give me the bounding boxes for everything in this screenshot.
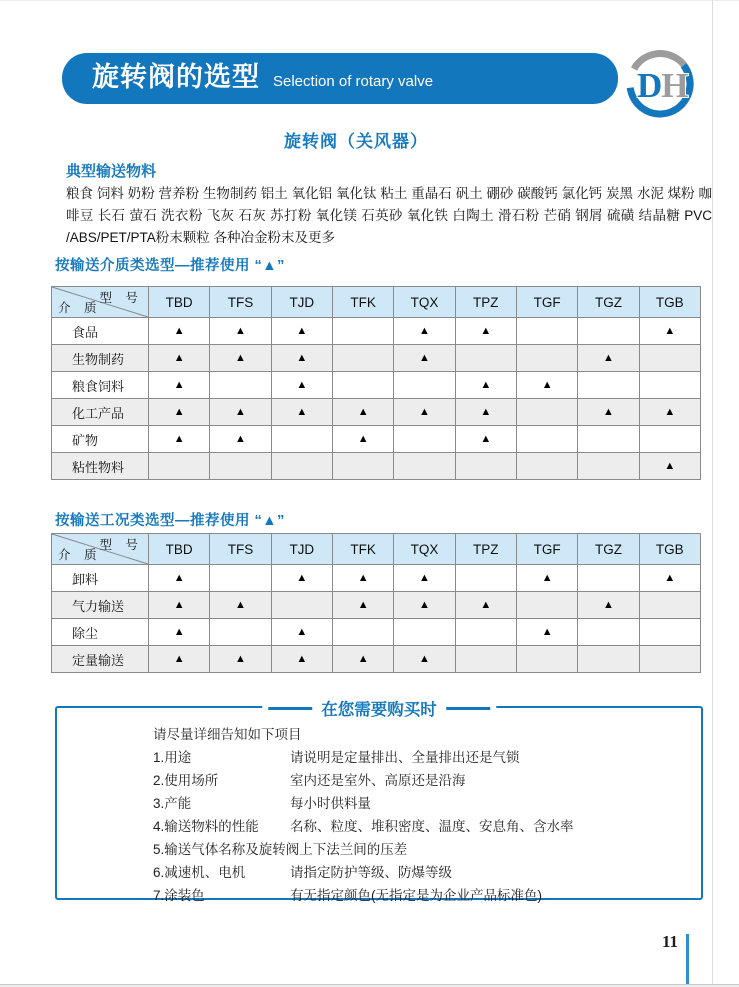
empty-cell [271, 592, 332, 619]
empty-cell [455, 565, 516, 592]
empty-cell [578, 619, 639, 646]
purchase-item-value: 请说明是定量排出、全量排出还是气锁 [290, 749, 520, 765]
empty-cell [210, 453, 271, 480]
empty-cell [578, 372, 639, 399]
recommend-mark: ▲ [210, 318, 271, 345]
page-edge-right [712, 0, 713, 985]
column-header: TFK [332, 534, 393, 565]
recommend-mark: ▲ [394, 646, 455, 673]
empty-cell [332, 372, 393, 399]
condition-selection-table [51, 533, 701, 673]
purchase-box-title [262, 696, 496, 720]
recommend-mark: ▲ [210, 592, 271, 619]
recommend-mark: ▲ [210, 399, 271, 426]
column-header: TGF [516, 287, 577, 318]
table-row [52, 426, 701, 453]
purchase-item-label: 6.减速机、电机 [153, 864, 246, 880]
purchase-item-value: 请指定防护等级、防爆等级 [290, 864, 452, 880]
empty-cell [210, 372, 271, 399]
recommend-mark: ▲ [639, 565, 700, 592]
empty-cell [332, 453, 393, 480]
empty-cell [516, 592, 577, 619]
recommend-mark: ▲ [394, 592, 455, 619]
recommend-mark: ▲ [639, 453, 700, 480]
purchase-item-label: 2.使用场所 [153, 772, 219, 788]
table-corner-cell [52, 534, 149, 565]
recommend-mark: ▲ [394, 318, 455, 345]
empty-cell [210, 619, 271, 646]
table-row [52, 399, 701, 426]
recommend-mark: ▲ [271, 619, 332, 646]
empty-cell [271, 426, 332, 453]
purchase-item [153, 767, 685, 790]
table-header-row [52, 287, 701, 318]
table-row [52, 619, 701, 646]
corner-label-media: 介 质 [58, 548, 102, 562]
purchase-item-label: 1.用途 [153, 749, 192, 765]
recommend-mark: ▲ [455, 399, 516, 426]
recommend-mark: ▲ [394, 399, 455, 426]
purchase-box-title-text: 在您需要购买时 [321, 701, 437, 719]
purchase-item-label: 3.产能 [153, 795, 192, 811]
recommend-mark: ▲ [455, 426, 516, 453]
empty-cell [578, 565, 639, 592]
table-row [52, 318, 701, 345]
empty-cell [455, 646, 516, 673]
purchase-item [153, 859, 685, 882]
purchase-item [153, 836, 685, 859]
empty-cell [332, 318, 393, 345]
recommend-mark: ▲ [578, 345, 639, 372]
column-header: TQX [394, 534, 455, 565]
empty-cell [455, 619, 516, 646]
table-row [52, 565, 701, 592]
recommend-mark: ▲ [149, 592, 210, 619]
recommend-mark: ▲ [332, 565, 393, 592]
recommend-mark: ▲ [578, 592, 639, 619]
table-row [52, 592, 701, 619]
title-dash-left [268, 707, 312, 710]
page-header-banner [62, 53, 618, 104]
corner-label-model: 型 号 [99, 538, 143, 552]
recommend-mark: ▲ [639, 318, 700, 345]
page-number-rule [686, 934, 689, 985]
recommend-mark: ▲ [271, 399, 332, 426]
column-header: TGZ [578, 534, 639, 565]
table-row [52, 453, 701, 480]
column-header: TGB [639, 534, 700, 565]
purchase-item [153, 790, 685, 813]
recommend-mark: ▲ [210, 646, 271, 673]
empty-cell [394, 619, 455, 646]
column-header: TFS [210, 287, 271, 318]
recommend-mark: ▲ [149, 372, 210, 399]
column-header: TBD [149, 287, 210, 318]
purchase-item [153, 813, 685, 836]
recommend-mark: ▲ [578, 399, 639, 426]
column-header: TGZ [578, 287, 639, 318]
condition-table-heading: 按输送工况类选型—推荐使用 “▲” [55, 513, 285, 529]
row-label: 粘性物料 [52, 453, 149, 480]
column-header: TPZ [455, 534, 516, 565]
table-row [52, 345, 701, 372]
banner-title-en: Selection of rotary valve [273, 73, 434, 90]
purchase-item-value: 室内还是室外、高原还是沿海 [290, 772, 466, 788]
purchase-intro-row [153, 721, 685, 744]
empty-cell [516, 453, 577, 480]
recommend-mark: ▲ [332, 399, 393, 426]
purchase-item-label: 7.涂装色 [153, 887, 205, 903]
materials-body: 粮食 饲料 奶粉 营养粉 生物制药 铝土 氧化铝 氧化钛 粘土 重晶石 矾土 硼砂 碳酸钙 氯化钙 炭黑 水泥 煤粉 咖啡豆 长石 萤石 洗衣粉 飞灰 石灰 苏打粉 氧化镁 石英砂 氧化铁 白陶土 滑石粉 芒硝 钢屑 硫磺 结晶糖 PVC /ABS/PET/PTA粉末颗粒 各种冶金粉末及更多 [66, 186, 712, 245]
purchase-item [153, 744, 685, 767]
column-header: TGB [639, 287, 700, 318]
row-label: 矿物 [52, 426, 149, 453]
recommend-mark: ▲ [149, 646, 210, 673]
purchase-intro: 请尽量详细告知如下项目 [153, 726, 302, 742]
purchase-item-value: 名称、粒度、堆积密度、温度、安息角、含水率 [290, 818, 574, 834]
empty-cell [332, 345, 393, 372]
column-header: TFS [210, 534, 271, 565]
empty-cell [639, 426, 700, 453]
column-header: TQX [394, 287, 455, 318]
row-label: 气力输送 [52, 592, 149, 619]
page-edge-top [0, 0, 739, 1]
empty-cell [455, 345, 516, 372]
empty-cell [516, 646, 577, 673]
empty-cell [578, 646, 639, 673]
banner-title-zh: 旋转阀的选型 [92, 62, 260, 92]
recommend-mark: ▲ [210, 426, 271, 453]
row-label: 除尘 [52, 619, 149, 646]
empty-cell [394, 426, 455, 453]
recommend-mark: ▲ [149, 318, 210, 345]
row-label: 食品 [52, 318, 149, 345]
recommend-mark: ▲ [149, 345, 210, 372]
purchase-info-box [55, 701, 703, 903]
purchase-box-content [153, 721, 685, 903]
empty-cell [394, 372, 455, 399]
purchase-item [153, 882, 685, 905]
page-title: 旋转阀（关风器） [284, 132, 428, 151]
empty-cell [578, 318, 639, 345]
recommend-mark: ▲ [271, 565, 332, 592]
recommend-mark: ▲ [455, 372, 516, 399]
recommend-mark: ▲ [516, 372, 577, 399]
recommend-mark: ▲ [516, 619, 577, 646]
row-label: 定量输送 [52, 646, 149, 673]
row-label: 化工产品 [52, 399, 149, 426]
empty-cell [639, 619, 700, 646]
recommend-mark: ▲ [394, 345, 455, 372]
empty-cell [516, 399, 577, 426]
recommend-mark: ▲ [394, 565, 455, 592]
table-row [52, 646, 701, 673]
empty-cell [332, 619, 393, 646]
recommend-mark: ▲ [332, 646, 393, 673]
empty-cell [394, 453, 455, 480]
column-header: TJD [271, 534, 332, 565]
empty-cell [516, 426, 577, 453]
purchase-item-value: 有无指定颜色(无指定是为企业产品标准色) [290, 887, 542, 903]
recommend-mark: ▲ [516, 565, 577, 592]
media-table-heading: 按输送介质类选型—推荐使用 “▲” [55, 258, 285, 274]
column-header: TBD [149, 534, 210, 565]
column-header: TGF [516, 534, 577, 565]
recommend-mark: ▲ [210, 345, 271, 372]
purchase-item-label: 5.输送气体名称及旋转阀上下法兰间的压差 [153, 841, 408, 857]
recommend-mark: ▲ [149, 399, 210, 426]
recommend-mark: ▲ [639, 399, 700, 426]
media-selection-table [51, 286, 701, 480]
corner-label-model: 型 号 [99, 291, 143, 305]
page-number: 11 [661, 932, 678, 951]
recommend-mark: ▲ [149, 426, 210, 453]
recommend-mark: ▲ [332, 592, 393, 619]
empty-cell [149, 453, 210, 480]
column-header: TPZ [455, 287, 516, 318]
row-label: 生物制药 [52, 345, 149, 372]
recommend-mark: ▲ [271, 345, 332, 372]
recommend-mark: ▲ [271, 646, 332, 673]
empty-cell [516, 318, 577, 345]
table-row [52, 372, 701, 399]
empty-cell [639, 646, 700, 673]
recommend-mark: ▲ [271, 318, 332, 345]
title-dash-right [446, 707, 490, 710]
empty-cell [516, 345, 577, 372]
row-label: 卸料 [52, 565, 149, 592]
empty-cell [210, 565, 271, 592]
column-header: TFK [332, 287, 393, 318]
empty-cell [455, 453, 516, 480]
empty-cell [271, 453, 332, 480]
empty-cell [578, 426, 639, 453]
dh-logo-icon [616, 45, 704, 121]
empty-cell [578, 453, 639, 480]
empty-cell [639, 345, 700, 372]
recommend-mark: ▲ [149, 619, 210, 646]
materials-heading: 典型输送物料 [66, 163, 157, 180]
recommend-mark: ▲ [149, 565, 210, 592]
recommend-mark: ▲ [332, 426, 393, 453]
table-header-row [52, 534, 701, 565]
purchase-item-label: 4.输送物料的性能 [153, 818, 259, 834]
svg-text:DH: DH [637, 66, 689, 105]
recommend-mark: ▲ [455, 318, 516, 345]
column-header: TJD [271, 287, 332, 318]
empty-cell [639, 372, 700, 399]
recommend-mark: ▲ [271, 372, 332, 399]
row-label: 粮食饲料 [52, 372, 149, 399]
table-corner-cell [52, 287, 149, 318]
empty-cell [639, 592, 700, 619]
corner-label-media: 介 质 [58, 301, 102, 315]
purchase-item-value: 每小时供料量 [290, 795, 371, 811]
recommend-mark: ▲ [455, 592, 516, 619]
